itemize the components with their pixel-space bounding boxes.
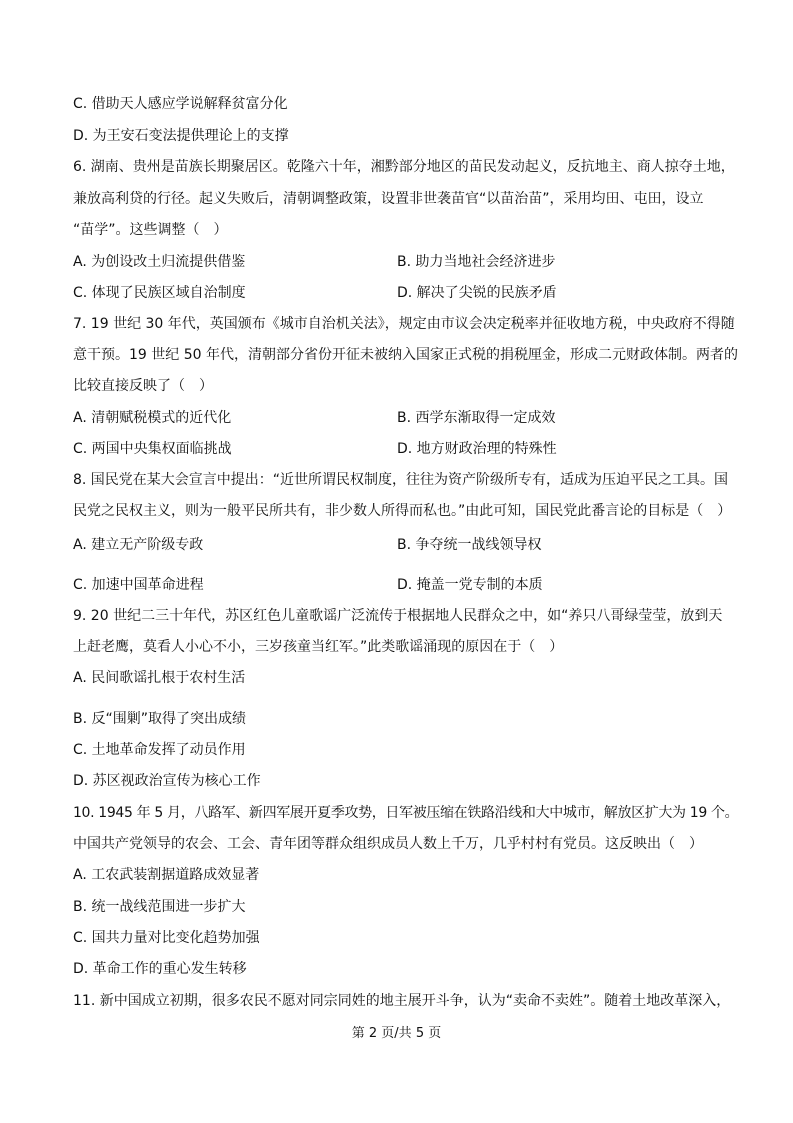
q7-option-d: D. 地方财政治理的特殊性 [397,441,557,457]
q6-option-a: A. 为创设改土归流提供借鉴 [73,254,246,270]
q6-stem-line3: “苗学”。这些调整（ ） [73,222,228,238]
q8-option-d: D. 掩盖一党专制的本质 [397,577,543,593]
q8-option-c: C. 加速中国革命进程 [73,577,204,593]
q9-stem-line2: 上赶老鹰，莫看人小心不小，三岁孩童当红军。”此类歌谣涌现的原因在于（ ） [73,639,564,655]
q5-option-d: D. 为王安石变法提供理论上的支撑 [73,128,289,144]
q8-stem-line2: 民党之民权主义，则为一般平民所共有，非少数人所得而私也。”由此可知，国民党此番言论的目标是（ ） [73,503,732,519]
q6-option-d: D. 解决了尖锐的民族矛盾 [397,285,557,301]
q9-stem-line1: 9. 20 世纪二三十年代，苏区红色儿童歌谣广泛流传于根据地人民群众之中，如“养只八哥绿莹莹，放到天 [73,608,723,624]
q9-option-d: D. 苏区视政治宣传为核心工作 [73,773,261,789]
q11-stem-line1: 11. 新中国成立初期，很多农民不愿对同宗同姓的地主展开斗争，认为“卖命不卖姓”。随着土地改革深入， [73,993,731,1009]
q9-option-c: C. 土地革命发挥了动员作用 [73,742,246,758]
q7-option-b: B. 西学东渐取得一定成效 [397,410,556,426]
q10-option-a: A. 工农武装割据道路成效显著 [73,867,260,883]
q6-option-b: B. 助力当地社会经济进步 [397,254,556,270]
q10-option-d: D. 革命工作的重心发生转移 [73,961,247,977]
q6-stem-line1: 6. 湖南、贵州是苗族长期聚居区。乾隆六十年，湘黔部分地区的苗民发动起义，反抗地主、商人掠夺土地， [73,159,735,175]
q10-option-c: C. 国共力量对比变化趋势加强 [73,930,260,946]
q9-option-b: B. 反“围剿”取得了突出成绩 [73,711,247,727]
q8-option-a: A. 建立无产阶级专政 [73,537,204,553]
q10-stem-line2: 中国共产党领导的农会、工会、青年团等群众组织成员人数上千万，几乎村村有党员。这反映出（ ） [73,836,703,852]
q7-stem-line1: 7. 19 世纪 30 年代，英国颁布《城市自治机关法》，规定由市议会决定税率并征收地方税，中央政府不得随 [73,316,735,332]
q6-stem-line2: 兼放高利贷的行径。起义失败后，清朝调整政策，设置非世袭苗官“以苗治苗”，采用均田、屯田，设立 [73,191,704,207]
q10-stem-line1: 10. 1945 年 5 月，八路军、新四军展开夏季攻势，日军被压缩在铁路沿线和大中城市，解放区扩大为 19 个。 [73,805,739,821]
q10-option-b: B. 统一战线范围进一步扩大 [73,899,246,915]
page-number-footer: 第 2 页/共 5 页 [351,1026,442,1041]
q7-option-a: A. 清朝赋税模式的近代化 [73,410,232,426]
q8-stem-line1: 8. 国民党在某大会宣言中提出：“近世所谓民权制度，往往为资产阶级所专有，适成为压迫平民之工具。国 [73,472,729,488]
q6-option-c: C. 体现了民族区域自治制度 [73,285,246,301]
q7-stem-line2: 意干预。19 世纪 50 年代，清朝部分省份开征未被纳入国家正式税的捐税厘金，形成二元财政体制。两者的 [73,347,738,363]
q7-stem-line3: 比较直接反映了（ ） [73,378,213,394]
q7-option-c: C. 两国中央集权面临挑战 [73,441,232,457]
q5-option-c: C. 借助天人感应学说解释贫富分化 [73,96,288,112]
q8-option-b: B. 争夺统一战线领导权 [397,537,542,553]
q9-option-a: A. 民间歌谣扎根于农村生活 [73,670,246,686]
